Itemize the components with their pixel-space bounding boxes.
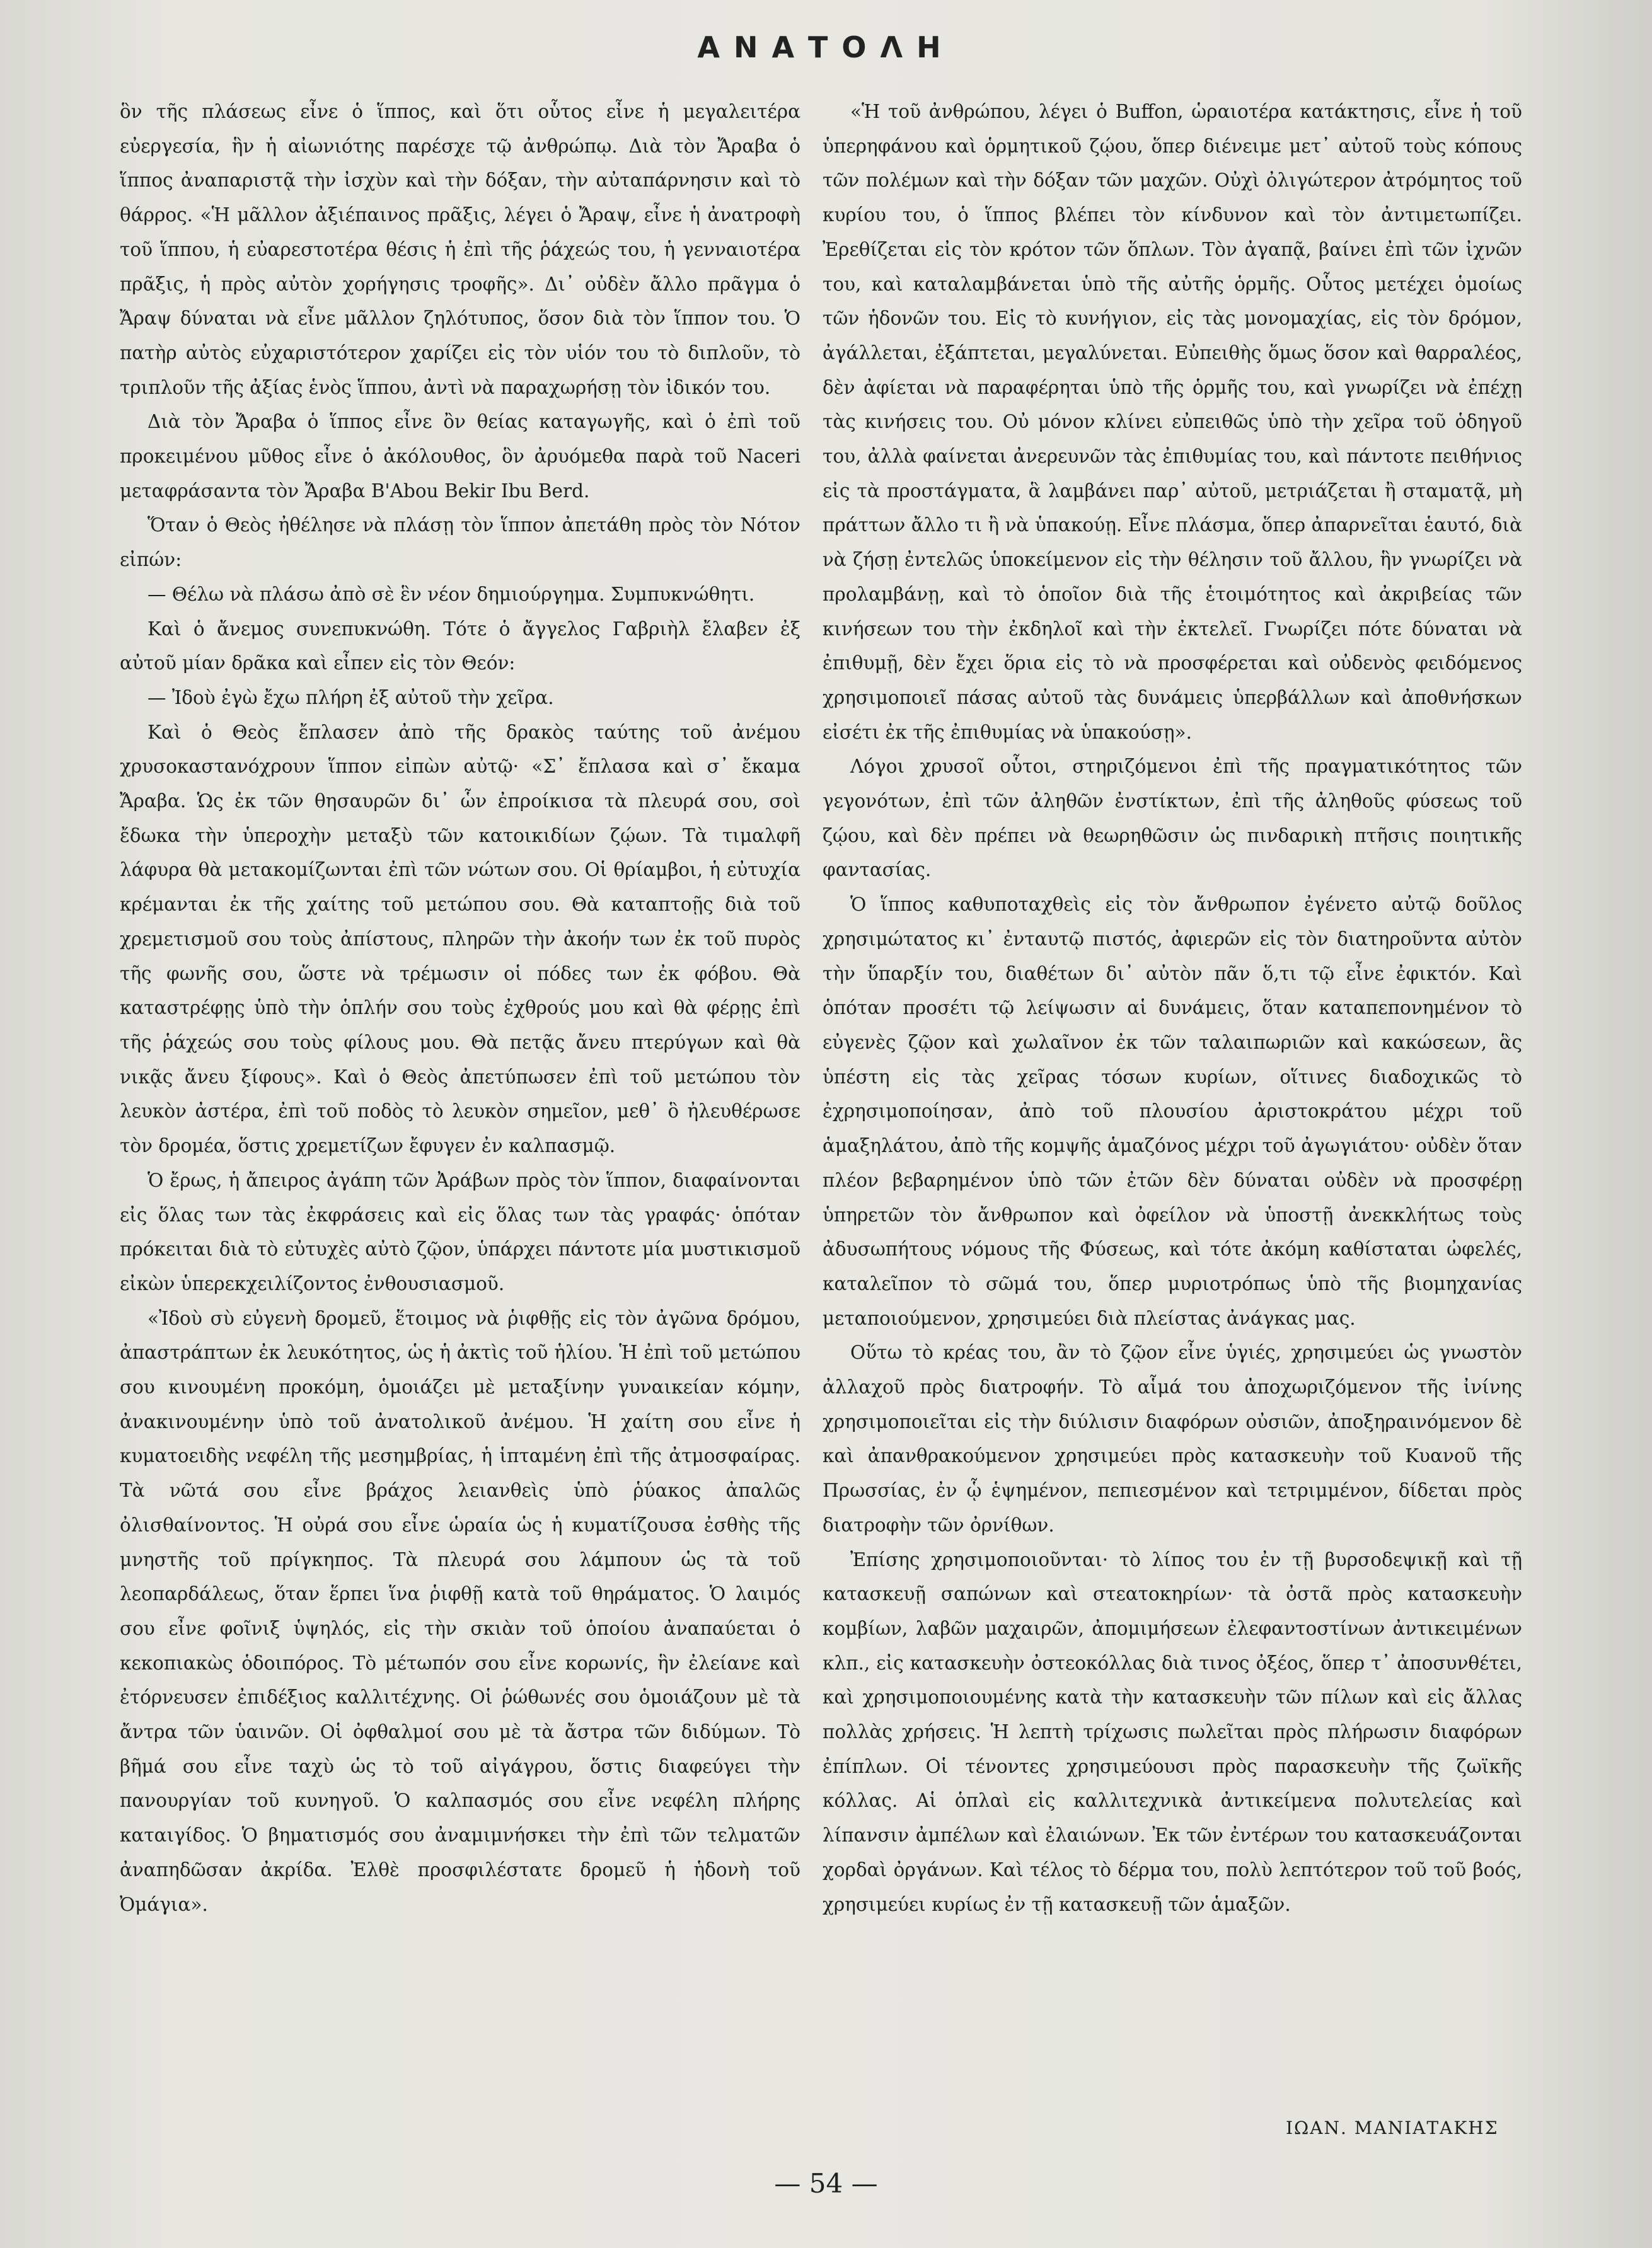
- paragraph: — Ἰδοὺ ἐγὼ ἔχω πλήρη ἐξ αὐτοῦ τὴν χεῖρα.: [147, 686, 554, 708]
- paragraph: Διὰ τὸν Ἄραβα ὁ ἵππος εἶνε ὂν θείας καταγωγῆς, καὶ ὁ ἐπὶ τοῦ προκειμένου μῦθος εἶνε ὁ ἀκόλουθος, ὃν ἀρυόμεθα παρὰ τοῦ Naceri μεταφράσαντα τὸν Ἄραβα B'Abou Bekir Ibu Berd.: [120, 411, 800, 502]
- paragraph: Καὶ ὁ ἄνεμος συνεπυκνώθη. Τότε ὁ ἄγγελος Γαβριὴλ ἔλαβεν ἐξ αὐτοῦ μίαν δρᾶκα καὶ εἶπεν εἰς τὸν Θεόν:: [120, 618, 800, 674]
- left-column: [120, 95, 800, 1922]
- page-number: — 54 —: [774, 2168, 878, 2199]
- paragraph: ὃν τῆς πλάσεως εἶνε ὁ ἵππος, καὶ ὅτι οὗτος εἶνε ἡ μεγαλειτέρα εὐεργεσία, ἣν ἡ αἰωνιότης παρέσχε τῷ ἀνθρώπῳ. Διὰ τὸν Ἄραβα ὁ ἵππος ἀναπαριστᾷ τὴν ἰσχὺν καὶ τὴν δόξαν, τὴν αὐταπάρνησιν καὶ τὸ θάρρος. «Ἡ μᾶλλον ἀξιέπαινος πρᾶξις, λέγει ὁ Ἄραψ, εἶνε ἡ ἀνατροφὴ τοῦ ἵππου, ἡ εὐαρεστοτέρα θέσις ἡ ἐπὶ τῆς ῥάχεώς του, ἡ γενναιοτέρα πρᾶξις, ἡ πρὸς αὐτὸν χορήγησις τροφῆς». Δι᾽ οὐδὲν ἄλλο πρᾶγμα ὁ Ἄραψ δύναται νὰ εἶνε μᾶλλον ζηλότυπος, ὅσον διὰ τὸν ἵππον του. Ὁ πατὴρ αὐτὸς εὐχαριστότερον χαρίζει εἰς τὸν υἱόν του τὸ διπλοῦν, τὸ τριπλοῦν τῆς ἀξίας ἑνὸς ἵππου, ἀντὶ νὰ παραχωρήσῃ τὸν ἰδικόν του.: [120, 101, 800, 398]
- paragraph: Λόγοι χρυσοῖ οὗτοι, στηριζόμενοι ἐπὶ τῆς πραγματικότητος τῶν γεγονότων, ἐπὶ τῶν ἀληθῶν ἐνστίκτων, ἐπὶ τῆς ἀληθοῦς φύσεως τοῦ ζῴου, καὶ δὲν πρέπει νὰ θεωρηθῶσιν ὡς πινδαρικὴ πτῆσις ποιητικῆς φαντασίας.: [823, 756, 1522, 881]
- right-column: [823, 95, 1522, 1922]
- paragraph: Ὁ ἔρως, ἡ ἄπειρος ἀγάπη τῶν Ἀράβων πρὸς τὸν ἵππον, διαφαίνονται εἰς ὅλας των τὰς ἐκφράσεις καὶ εἰς ὅλας των τὰς γραφάς· ὁπόταν πρόκειται διὰ τὸ εὐτυχὲς αὐτὸ ζῷον, ὑπάρχει πάντοτε μία μυστικισμοῦ εἰκὼν ὑπερεκχειλίζοντος ἐνθουσιασμοῦ.: [120, 1169, 800, 1294]
- paragraph: Ἐπίσης χρησιμοποιοῦνται· τὸ λίπος του ἐν τῇ βυρσοδεψικῇ καὶ τῇ κατασκευῇ σαπώνων καὶ στεατοκηρίων· τὰ ὀστᾶ πρὸς κατασκευὴν κομβίων, λαβῶν μαχαιρῶν, ἀπομιμήσεων ἐλεφαντοστίνων ἀντικειμένων κλπ., εἰς κατασκευὴν ὀστεοκόλλας διὰ τινος ὀξέος, ὅπερ τ᾽ ἀποσυνθέτει, καὶ χρησιμοποιουμένης κατὰ τὴν κατασκευὴν τῶν πίλων καὶ εἰς ἄλλας πολλὰς χρήσεις. Ἡ λεπτὴ τρίχωσις πωλεῖται πρὸς πλήρωσιν διαφόρων ἐπίπλων. Οἱ τένοντες χρησιμεύουσι πρὸς παρασκευὴν τῆς ζωϊκῆς κόλλας. Αἱ ὁπλαὶ εἰς καλλιτεχνικὰ ἀντικείμενα πολυτελείας καὶ λίπανσιν ἀμπέλων καὶ ἐλαιώνων. Ἐκ τῶν ἐντέρων του κατασκευάζονται χορδαὶ ὀργάνων. Καὶ τέλος τὸ δέρμα του, πολὺ λεπτότερον τοῦ τοῦ βοός, χρησιμεύει κυρίως ἐν τῇ κατασκευῇ τῶν ἁμαξῶν.: [823, 1548, 1522, 1915]
- running-header: ΑΝΑΤΟΛΗ: [697, 30, 955, 64]
- paragraph: — Θέλω νὰ πλάσω ἀπὸ σὲ ἓν νέον δημιούργημα. Συμπυκνώθητι.: [147, 583, 755, 605]
- paragraph: Καὶ ὁ Θεὸς ἔπλασεν ἀπὸ τῆς δρακὸς ταύτης τοῦ ἀνέμου χρυσοκαστανόχρουν ἵππον εἰπὼν αὐτῷ· «Σ᾽ ἔπλασα καὶ σ᾽ ἔκαμα Ἄραβα. Ὡς ἐκ τῶν θησαυρῶν δι᾽ ὧν ἐπροίκισα τὰ πλευρά σου, σοὶ ἔδωκα τὴν ὑπεροχὴν μεταξὺ τῶν κατοικιδίων ζῴων. Τὰ τιμαλφῆ λάφυρα θὰ μετακομίζωνται ἐπὶ τῶν νώτων σου. Οἱ θρίαμβοι, ἡ εὐτυχία κρέμανται ἐκ τῆς χαίτης τοῦ μετώπου σου. Θὰ καταπτοῇς διὰ τοῦ χρεμετισμοῦ σου τοὺς ἀπίστους, πληρῶν τὴν ἀκοήν των ἐκ τοῦ πυρὸς τῆς φωνῆς σου, ὥστε νὰ τρέμωσιν οἱ πόδες των ἐκ φόβου. Θὰ καταστρέφῃς ὑπὸ τὴν ὁπλήν σου τοὺς ἐχθρούς μου καὶ θὰ φέρῃς ἐπὶ τῆς ῥάχεώς σου τοὺς φίλους μου. Θὰ πετᾷς ἄνευ πτερύγων καὶ θὰ νικᾷς ἄνευ ξίφους». Καὶ ὁ Θεὸς ἀπετύπωσεν ἐπὶ τοῦ μετώπου τὸν λευκὸν ἀστέρα, ἐπὶ τοῦ ποδὸς τὸ λευκὸν σημεῖον, μεθ᾽ ὃ ἠλευθέρωσε τὸν δρομέα, ὅστις χρεμετίζων ἔφυγεν ἐν καλπασμῷ.: [120, 721, 800, 1157]
- paragraph: «Ἡ τοῦ ἀνθρώπου, λέγει ὁ Buffon, ὡραιοτέρα κατάκτησις, εἶνε ἡ τοῦ ὑπερηφάνου καὶ ὁρμητικοῦ ζῴου, ὅπερ διένειμε μετ᾽ αὐτοῦ τοὺς κόπους τῶν πολέμων καὶ τὴν δόξαν τῶν μαχῶν. Οὐχὶ ὀλιγώτερον ἀτρόμητος τοῦ κυρίου του, ὁ ἵππος βλέπει τὸν κίνδυνον καὶ τὸν ἀντιμετωπίζει. Ἐρεθίζεται εἰς τὸν κρότον τῶν ὅπλων. Τὸν ἀγαπᾷ, βαίνει ἐπὶ τῶν ἰχνῶν του, καὶ καταλαμβάνεται ὑπὸ τῆς αὐτῆς ὁρμῆς. Οὗτος μετέχει ὁμοίως τῶν ἡδονῶν του. Εἰς τὸ κυνήγιον, εἰς τὰς μονομαχίας, εἰς τὸν δρόμον, ἀγάλλεται, ἐξάπτεται, μεγαλύνεται. Εὐπειθὴς ὅμως ὅσον καὶ θαρραλέος, δὲν ἀφίεται νὰ παραφέρηται ὑπὸ τῆς ὁρμῆς του, καὶ γνωρίζει νὰ ἐπέχῃ τὰς κινήσεις του. Οὐ μόνον κλίνει εὐπειθῶς ὑπὸ τὴν χεῖρα τοῦ ὁδηγοῦ του, ἀλλὰ φαίνεται ἀνερευνῶν τὰς ἐπιθυμίας του, καὶ πάντοτε πειθήνιος εἰς τὰ προστάγματα, ἃ λαμβάνει παρ᾽ αὐτοῦ, μετριάζεται ἢ σταματᾷ, μὴ πράττων ἄλλο τι ἢ νὰ ὑπακούῃ. Εἶνε πλάσμα, ὅπερ ἀπαρνεῖται ἑαυτό, διὰ νὰ ζήσῃ ἐντελῶς ὑποκείμενον εἰς τὴν θέλησιν τοῦ ἄλλου, ἣν γνωρίζει νὰ προλαμβάνῃ, καὶ τὸ ὁποῖον διὰ τῆς ἑτοιμότητος καὶ ἀκριβείας τῶν κινήσεων του τὴν ἐκδηλοῖ καὶ τὴν ἐκτελεῖ. Γνωρίζει πότε δύναται νὰ ἐπιθυμῇ, δὲν ἔχει ὅρια εἰς τὸ νὰ προσφέρεται καὶ οὐδενὸς φειδόμενος χρησιμοποιεῖ πάσας αὐτοῦ τὰς δυνάμεις ὑπερβάλλων καὶ ἀποθνήσκων εἰσέτι ἐκ τῆς ἐπιθυμίας νὰ ὑπακούσῃ».: [823, 101, 1522, 743]
- paragraph: Οὕτω τὸ κρέας του, ἂν τὸ ζῷον εἶνε ὑγιές, χρησιμεύει ὡς γνωστὸν ἀλλαχοῦ πρὸς διατροφήν. Τὸ αἷμά του ἀποχωριζόμενον τῆς ἰνίνης χρησιμοποιεῖται εἰς τὴν διύλισιν διαφόρων οὐσιῶν, ἀποξηραινόμενον δὲ καὶ ἀπανθρακούμενον χρησιμεύει πρὸς κατασκευὴν τοῦ Κυανοῦ τῆς Πρωσσίας, ἐν ᾧ ἑψημένον, πεπιεσμένον καὶ τετριμμένον, δίδεται πρὸς διατροφὴν τῶν ὀρνίθων.: [823, 1342, 1522, 1536]
- paragraph: «Ἰδοὺ σὺ εὐγενὴ δρομεῦ, ἕτοιμος νὰ ῥιφθῇς εἰς τὸν ἀγῶνα δρόμου, ἀπαστράπτων ἐκ λευκότητος, ὡς ἡ ἀκτὶς τοῦ ἡλίου. Ἡ ἐπὶ τοῦ μετώπου σου κινουμένη προκόμη, ὁμοιάζει μὲ μεταξίνην γυναικείαν κόμην, ἀνακινουμένην ὑπὸ τοῦ ἀνατολικοῦ ἀνέμου. Ἡ χαίτη σου εἶνε ἡ κυματοειδὴς νεφέλη τῆς μεσημβρίας, ἡ ἱπταμένη ἐπὶ τῆς ἀτμοσφαίρας. Τὰ νῶτά σου εἶνε βράχος λειανθεὶς ὑπὸ ῥύακος ἀπαλῶς ὀλισθαίνοντος. Ἡ οὐρά σου εἶνε ὡραία ὡς ἡ κυματίζουσα ἐσθὴς τῆς μνηστῆς τοῦ πρίγκηπος. Τὰ πλευρά σου λάμπουν ὡς τὰ τοῦ λεοπαρδάλεως, ὅταν ἕρπει ἵνα ῥιφθῇ κατὰ τοῦ θηράματος. Ὁ λαιμός σου εἶνε φοῖνιξ ὑψηλός, εἰς τὴν σκιὰν τοῦ ὁποίου ἀναπαύεται ὁ κεκοπιακὼς ὁδοιπόρος. Τὸ μέτωπόν σου εἶνε κορωνίς, ἣν ἐλείανε καὶ ἐτόρνευσεν ἐπιδέξιος καλλιτέχνης. Οἱ ῥώθωνές σου ὁμοιάζουν μὲ τὰ ἄντρα τῶν ὑαινῶν. Οἱ ὀφθαλμοί σου μὲ τὰ ἄστρα τῶν διδύμων. Τὸ βῆμά σου εἶνε ταχὺ ὡς τὸ τοῦ αἰγάγρου, ὅστις διαφεύγει τὴν πανουργίαν τοῦ κυνηγοῦ. Ὁ καλπασμός σου εἶνε νεφέλη πλήρης καταιγίδος. Ὁ βηματισμός σου ἀναμιμνήσκει τὴν ἐπὶ τῶν τελματῶν ἀναπηδῶσαν ἀκρίδα. Ἐλθὲ προσφιλέστατε δρομεῦ ἡ ἡδονὴ τοῦ Ὀμάγια».: [120, 1307, 800, 1915]
- author-signature: ΙΩΑΝ. ΜΑΝΙΑΤΑΚΗΣ: [1286, 2118, 1499, 2138]
- paragraph: Ὁ ἵππος καθυποταχθεὶς εἰς τὸν ἄνθρωπον ἐγένετο αὐτῷ δοῦλος χρησιμώτατος κι᾽ ἐνταυτῷ πιστός, ἀφιερῶν εἰς τὸν διατηροῦντα αὐτὸν τὴν ὕπαρξίν του, διαθέτων δι᾽ αὐτὸν πᾶν ὅ,τι τῷ εἶνε ἐφικτόν. Καὶ ὁπόταν προσέτι τῷ λείψωσιν αἱ δυνάμεις, ὅταν καταπεπονημένον τὸ εὐγενὲς ζῷον καὶ χωλαῖνον ἐκ τῶν ταλαιπωριῶν καὶ κακώσεων, ἃς ὑπέστη εἰς τὰς χεῖρας τόσων κυρίων, οἵτινες διαδοχικῶς τὸ ἐχρησιμοποίησαν, ἀπὸ τοῦ πλουσίου ἀριστοκράτου μέχρι τοῦ ἁμαξηλάτου, ἀπὸ τῆς κομψῆς ἁμαζόνος μέχρι τοῦ ἀγωγιάτου· οὐδὲν ὅταν πλέον βεβαρημένον ὑπὸ τῶν ἐτῶν δὲν δύναται οὐδὲν νὰ προσφέρῃ ὑπηρετῶν τὸν ἄνθρωπον καὶ ὀφείλον νὰ ὑποστῇ ἀνεκκλήτως τοὺς ἀδυσωπήτους νόμους τῆς Φύσεως, καὶ τότε ἀκόμη καθίσταται ὠφελές, καταλεῖπον τὸ σῶμά του, ὅπερ μυριοτρόπως ὑπὸ τῆς βιομηχανίας μεταποιούμενον, χρησιμεύει διὰ πλείστας ἀνάγκας μας.: [823, 894, 1522, 1329]
- paragraph: Ὅταν ὁ Θεὸς ἠθέλησε νὰ πλάσῃ τὸν ἵππον ἀπετάθη πρὸς τὸν Νότον εἰπών:: [120, 514, 800, 571]
